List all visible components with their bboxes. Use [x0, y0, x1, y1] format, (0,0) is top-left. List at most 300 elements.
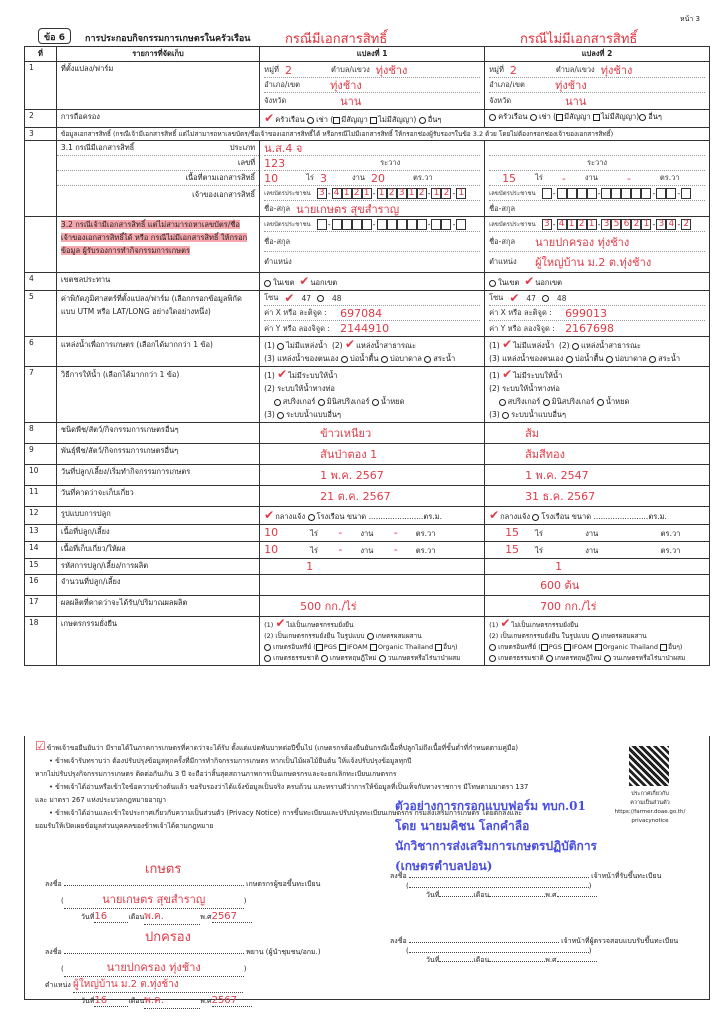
check-icon[interactable]: ✔: [345, 337, 356, 351]
rawang-label: ระวาง: [586, 158, 608, 167]
new-theory-label: เกษตรทฤษฎีใหม่: [554, 654, 602, 662]
row-item: รหัสการปลูก/เลี้ยง/การผลิต: [56, 559, 259, 575]
other-label: อื่นๆ: [427, 115, 442, 124]
other-label: อื่นๆ): [668, 643, 683, 651]
officer-name-field[interactable]: [409, 887, 589, 888]
radio-other-system[interactable]: [502, 412, 509, 419]
plot2-coords: [485, 291, 710, 337]
plot2-location: [485, 62, 710, 110]
check-icon[interactable]: ✔: [277, 367, 288, 381]
wa-label: ตร.วา: [415, 529, 436, 538]
name-label: ชื่อ-สกุล: [489, 203, 516, 213]
zone-47-label: 47: [301, 293, 311, 303]
wa-label: ตร.วา: [660, 546, 681, 555]
plot1-planting-style: [260, 507, 485, 525]
id-label: เลขบัตรประชาชน: [489, 190, 536, 197]
organic-thailand-label: Organic Thailand: [377, 643, 434, 651]
plot2-tenure: [485, 110, 710, 128]
zone-48-label: 48: [332, 293, 342, 303]
w1-num: (1): [489, 341, 500, 350]
plot1-rai-field[interactable]: 10: [264, 171, 279, 185]
page-number: หน้า 3: [680, 15, 701, 23]
plot1-x-field[interactable]: 697084: [340, 306, 383, 320]
decl-line: ข้าพเจ้าขอยืนยันว่า มีรายได้ในภาคการเกษตรที่คาดว่าจะได้รับ ตั้งแต่แปดพันบาทต่อปีขึ้นไป (เกษตรกรต้องยืนยันกรณีเนื้อที่ปลูกไม่ถึงเนื้อที่ขั้นต่ำที่กำหนดตามคู่มือ): [46, 744, 519, 752]
farmer-month-field[interactable]: พ.ค.: [144, 909, 200, 925]
mini-sprinkler-label: มินิสปริงเกอร์: [551, 397, 595, 406]
case-right-label: กรณีไม่มีเอกสารสิทธิ์: [520, 32, 638, 47]
officer-year-field[interactable]: [557, 896, 597, 897]
plot2-harvest-date-field[interactable]: 31 ธ.ค. 2567: [525, 490, 596, 503]
qr-caption: ประกาศเกี่ยวกับ ความเป็นส่วนตัว https://farmer.doae.go.th/ privacynotice: [614, 791, 686, 824]
pgs-label: PGS: [548, 643, 562, 651]
w3-label: (3) แหล่งน้ำของตนเอง: [489, 354, 564, 363]
open-field-label: กลางแจ้ง: [500, 512, 531, 521]
radio-natural[interactable]: [264, 655, 271, 662]
row-item: 3.1 กรณีมีเอกสารสิทธิ์: [60, 143, 135, 152]
row-item: ที่ตั้งแปลง/ฟาร์ม: [56, 62, 259, 110]
farmer-signature-block: เกษตร ลงชื่อ เกษตรกรผู้ขอขึ้นทะเบียน ( นายเกษตร สุขสำราญ ) วันที่16 เดือนพ.ค. พ.ศ2567: [45, 858, 320, 925]
integrated-label: เกษตรผสมผสาน: [600, 632, 647, 640]
check-icon[interactable]: ✔: [299, 274, 310, 288]
s2-label: (2) เป็นเกษตรกรรมยั่งยืน ในรูปแบบ: [264, 632, 365, 640]
rai-label: ไร่: [535, 529, 543, 538]
natural-label: เกษตรธรรมชาติ: [498, 654, 544, 662]
wa-label: ตร.วา: [660, 529, 681, 538]
table-row: [25, 291, 710, 337]
row-item: ชนิดพืช/สัตว์/กิจกรรมการเกษตรอื่นๆ: [56, 423, 259, 444]
radio-sprinkler[interactable]: [499, 399, 506, 406]
plot2-planting-style: [485, 507, 710, 525]
plot1-plant-ngan-field[interactable]: -: [338, 526, 343, 539]
row-item: วันที่ปลูก/เลี้ยง/เริ่มทำกิจกรรมการเกษตร: [56, 465, 259, 486]
radio-integrated[interactable]: [367, 633, 374, 640]
table-row: [25, 444, 710, 465]
qr-code-icon[interactable]: [629, 746, 669, 786]
radio-mini-sprinkler[interactable]: [543, 399, 550, 406]
pgs-label: PGS: [323, 643, 337, 651]
check-icon[interactable]: ✔: [489, 508, 500, 522]
i1-num: (1): [489, 371, 500, 380]
decl-line: ยอมรับให้เปิดเผยข้อมูลส่วนบุคคลของข้าพเจ้าได้ตามกฎหมาย: [35, 822, 214, 830]
officer-signature-field[interactable]: [409, 877, 589, 878]
plot1-certifier-id-field[interactable]: - - - -: [317, 219, 467, 230]
radio-other[interactable]: [639, 114, 646, 121]
table-header-row: [25, 47, 710, 62]
table-row: [25, 62, 710, 110]
name-label: ชื่อ-สกุล: [264, 203, 291, 213]
radio-new-theory[interactable]: [321, 655, 328, 662]
radio-greenhouse[interactable]: [308, 514, 315, 521]
w3c-label: สระน้ำ: [433, 354, 456, 363]
row-no: 1: [25, 62, 57, 110]
plot1-doc: [260, 141, 485, 217]
s1-label: ไม่เป็นเกษตรกรรมยั่งยืน: [286, 621, 354, 629]
row-no: 5: [25, 291, 57, 337]
plot2-amphoe-field[interactable]: ทุ่งช้าง: [555, 79, 587, 92]
inspector-day-field[interactable]: [439, 961, 473, 962]
other-label: อื่นๆ: [648, 112, 662, 121]
plot1-variety-field[interactable]: สันป่าตอง 1: [320, 448, 378, 461]
col-plot1: แปลงที่ 1: [260, 47, 485, 62]
check-icon[interactable]: ✔: [264, 111, 275, 125]
y-label: ค่า Y หรือ ลองจิจูด :: [264, 323, 330, 333]
row-no: 7: [25, 367, 57, 423]
plot2-certifier-id-field[interactable]: 3 - 4 1 2 1 - 3 5 6 2 1 - 3 4 - 2: [542, 219, 692, 230]
w3a-label: บ่อน้ำตื้น: [349, 354, 379, 363]
no-contract-label: ไม่มีสัญญา): [601, 112, 640, 121]
plot1-irrigation-method: [260, 367, 485, 423]
plot2-irrigation-method: [485, 367, 710, 423]
ngan-label: งาน: [360, 546, 374, 555]
checkbox-pgs[interactable]: [316, 644, 323, 651]
plot1-harvest-date-field[interactable]: 21 ต.ค. 2567: [320, 490, 391, 503]
plot1-harvest-ngan-field[interactable]: -: [338, 543, 343, 556]
plot1-owner-name-field[interactable]: นายเกษตร สุขสำราญ: [296, 202, 400, 216]
area-label: เนื้อที่ตามเอกสารสิทธิ์: [185, 173, 256, 182]
row-item: วิธีการให้น้ำ (เลือกได้มากกว่า 1 ข้อ): [56, 367, 259, 423]
tambon-label: ตำบล/แขวง: [555, 65, 595, 74]
plot1-location: [260, 62, 485, 110]
inspector-name-field[interactable]: [409, 952, 589, 953]
plot1-yield-field[interactable]: 500 กก./ไร่: [300, 600, 357, 613]
radio-zone-48[interactable]: [542, 295, 549, 302]
row-no: 9: [25, 444, 57, 465]
plot2-y-field[interactable]: 2167698: [565, 322, 615, 335]
checkbox-ifoam[interactable]: [564, 644, 571, 651]
plot2-certifier-position-field[interactable]: ผู้ใหญ่บ้าน ม.2 ต.ทุ่งช้าง: [535, 256, 652, 269]
plot2-wa-field[interactable]: -: [626, 171, 631, 185]
w3b-label: บ่อบาดาล: [389, 354, 422, 363]
natural-label: เกษตรธรรมชาติ: [273, 654, 319, 662]
zone-label: โซน: [489, 293, 504, 302]
plot2-x-field[interactable]: 699013: [565, 306, 608, 320]
col-no: ที่: [25, 47, 57, 62]
integrated-label: เกษตรผสมผสาน: [375, 632, 422, 640]
plot1-doc-type-field[interactable]: น.ส.4 จ: [264, 142, 303, 155]
checkbox-has-contract[interactable]: [556, 114, 563, 121]
checkbox-other[interactable]: [660, 644, 667, 651]
plot2-code-field[interactable]: 1: [555, 560, 563, 573]
agroforestry-label: วนเกษตรหรือไร่นาป่าผสม: [387, 654, 461, 662]
own-label: ครัวเรือน: [498, 112, 528, 121]
i3-label: ระบบน้ำแบบอื่นๆ: [511, 410, 567, 419]
checkbox-other[interactable]: [435, 644, 442, 651]
table-row: [25, 423, 710, 444]
plot1-wa-field[interactable]: 20: [370, 171, 385, 185]
table-row: [25, 110, 710, 128]
witness-day-field[interactable]: 16: [94, 995, 128, 1007]
plot2-certifier-name-field[interactable]: นายปกครอง ทุ่งช้าง: [535, 235, 630, 249]
declaration-checkbox[interactable]: ☑: [35, 739, 46, 753]
check-icon[interactable]: ✔: [502, 337, 513, 351]
inspector-year-field[interactable]: [557, 961, 597, 962]
type-label: ประเภท: [229, 143, 256, 152]
plot2-ngan-field[interactable]: -: [561, 171, 566, 185]
plot2-rai-field[interactable]: 15: [502, 171, 517, 185]
row-item: แหล่งน้ำเพื่อการเกษตร (เลือกได้มากกว่า 1 ข้อ): [56, 337, 259, 367]
number-label: เลขที่: [237, 158, 256, 167]
table-row: [25, 337, 710, 367]
table-row: [25, 367, 710, 423]
farmer-day-field[interactable]: 16: [94, 911, 128, 923]
plot2-count-field[interactable]: 600 ต้น: [540, 579, 580, 592]
radio-organic[interactable]: [489, 644, 496, 651]
organic-label: เกษตรอินทรีย์ (: [273, 643, 316, 651]
radio-new-theory[interactable]: [546, 655, 553, 662]
plot1-province-field[interactable]: นาน: [340, 94, 362, 108]
check-icon[interactable]: ✔: [509, 291, 520, 305]
witness-year-field[interactable]: 2567: [212, 995, 252, 1007]
radio-natural[interactable]: [489, 655, 496, 662]
checkbox-ifoam[interactable]: [339, 644, 346, 651]
plot1-moo-field[interactable]: 2: [284, 63, 292, 77]
radio-own[interactable]: [489, 114, 496, 121]
row-item: รูปแบบการปลูก: [56, 507, 259, 525]
wa-label: ตร.วา: [415, 546, 436, 555]
rai-label: ไร่: [306, 173, 314, 182]
radio-in-zone[interactable]: [264, 280, 271, 287]
other-label: อื่นๆ): [443, 643, 458, 651]
sprinkler-label: สปริงเกอร์: [282, 397, 316, 406]
table-row: [25, 273, 710, 291]
plot1-plant-wa-field[interactable]: -: [393, 526, 398, 539]
decl-line: หากไม่ปรับปรุงกิจกรรมการเกษตร ติดต่อกันเกิน 3 ปี จะถือว่าสิ้นสุดสถานภาพการเป็นเกษตรกรและจะยกเลิกทะเบียนเกษตรกร: [35, 770, 397, 778]
row-item-3-1: [56, 141, 259, 217]
inspector-month-field[interactable]: [489, 961, 545, 962]
table-row: [25, 542, 710, 559]
rai-label: ไร่: [535, 173, 543, 182]
plot2-sustainable: [485, 617, 710, 666]
plot1-tambon-field[interactable]: ทุ่งช้าง: [375, 64, 408, 77]
id-label: เลขบัตรประชาชน: [264, 221, 311, 228]
w3a-label: บ่อน้ำตื้น: [574, 354, 604, 363]
position-label: ตำแหน่ง: [264, 257, 292, 266]
plot2-tambon-field[interactable]: ทุ่งช้าง: [600, 64, 633, 77]
rent-label: เช่า (: [538, 112, 557, 121]
agroforestry-label: วนเกษตรหรือไร่นาป่าผสม: [612, 654, 686, 662]
decl-line: • ข้าพเจ้ารับทราบว่า ต้องปรับปรุงข้อมูลทุกครั้งที่มีการทำกิจกรรมการเกษตร หากเป็นไม้ผลไม้ยืนต้น ให้แจ้งปรับปรุงข้อมูลทุกปี: [49, 757, 412, 765]
decl-line: • ข้าพเจ้าได้อ่านหรือเข้าใจข้อความข้างต้นแล้ว ขอรับรองว่าได้แจ้งข้อมูลเป็นจริง ครบถ้วน และทราบดีว่าการให้ข้อมูลที่เป็นเท็จกับทางราชการ มีโทษตามมาตรา 137: [49, 783, 529, 791]
plot1-sustainable: [260, 617, 485, 666]
radio-drip[interactable]: [372, 399, 379, 406]
i1-num: (1): [264, 371, 275, 380]
radio-rent[interactable]: [530, 114, 537, 121]
radio-other[interactable]: [419, 117, 426, 124]
rai-label: ไร่: [310, 529, 318, 538]
province-label: จังหวัด: [264, 95, 287, 105]
checkbox-organic-thailand[interactable]: [595, 644, 602, 651]
table-row: [25, 559, 710, 575]
rawang-label: ระวาง: [380, 158, 401, 167]
radio-other-system[interactable]: [277, 412, 284, 419]
wa-label: ตร.วา: [659, 173, 680, 182]
radio-public-water[interactable]: [572, 343, 579, 350]
plot1-plant-date-field[interactable]: 1 พ.ค. 2567: [320, 469, 384, 482]
witness-position-field[interactable]: ผู้ใหญ่บ้าน ม.2 ต.ทุ่งช้าง: [73, 977, 243, 993]
decl-line: และ มาตรา 267 แห่งประมวลกฎหมายอาญา: [35, 796, 167, 804]
row-item: เนื้อที่ปลูก/เลี้ยง: [56, 525, 259, 542]
radio-pond[interactable]: [424, 356, 431, 363]
row-no: 8: [25, 423, 57, 444]
plot1-ngan-field[interactable]: 3: [319, 171, 327, 185]
drip-label: น้ำหยด: [380, 397, 405, 406]
i2-label: (2) ระบบให้น้ำทางท่อ: [264, 384, 335, 393]
radio-artesian[interactable]: [606, 356, 613, 363]
plot2-certifier: [485, 217, 710, 273]
checkbox-has-contract[interactable]: [333, 117, 340, 124]
plot2-moo-field[interactable]: 2: [509, 63, 517, 77]
sprinkler-label: สปริงเกอร์: [507, 397, 541, 406]
farmer-signature[interactable]: เกษตร: [145, 862, 182, 877]
radio-pond[interactable]: [649, 356, 656, 363]
farmer-year-field[interactable]: 2567: [212, 911, 252, 923]
check-icon[interactable]: ✔: [284, 291, 295, 305]
ngan-label: งาน: [585, 529, 599, 538]
greenhouse-size-field[interactable]: .......................ตร.ม.: [368, 512, 443, 521]
id-label: เลขบัตรประชาชน: [264, 190, 311, 197]
example-note: ตัวอย่างการกรอกแบบฟอร์ม ทบก.01 โดย นายมคิชน โลกคำลือ นักวิชาการส่งเสริมการเกษตรปฏิบัติการ (เกษตรตำบลปอน): [395, 799, 598, 873]
row-item: การถือครอง: [56, 110, 259, 128]
radio-shallow-well[interactable]: [566, 356, 573, 363]
own-label: ครัวเรือน: [275, 115, 305, 124]
province-label: จังหวัด: [489, 95, 512, 105]
check-icon[interactable]: ✔: [502, 367, 513, 381]
row-item: ข้อมูลเอกสารสิทธิ์ (กรณีเจ้ามีเอกสารสิทธิ์ แต่ไม่สามารถหาเลขบัตร/ชื่อเจ้าของเอกสารสิทธิ์ได้ หรือกรณีไม่มีเอกสารสิทธิ์ ให้กรอกช่องผู้รับรองฯในข้อ 3.2 ด้วย โดยไม่ต้องกรอกช่องเจ้าของเอกสารสิทธิ์): [56, 128, 709, 141]
plot1-harvest-wa-field[interactable]: -: [393, 543, 398, 556]
moo-label: หมู่ที่: [264, 65, 279, 74]
row-no: 4: [25, 273, 57, 291]
plot2-variety-field[interactable]: ส้มสีทอง: [525, 448, 565, 461]
name-label: ชื่อ-สกุล: [489, 236, 516, 246]
plot2-harvest-rai-field[interactable]: 15: [505, 543, 520, 556]
plot1-code-field[interactable]: 1: [306, 560, 314, 573]
radio-agroforestry[interactable]: [379, 655, 386, 662]
out-zone-label: นอกเขต: [310, 278, 338, 287]
mini-sprinkler-label: มินิสปริงเกอร์: [326, 397, 370, 406]
i1-label: ไม่มีระบบให้น้ำ: [513, 371, 563, 380]
row-no: 17: [25, 596, 57, 617]
table-row: [25, 141, 710, 217]
no-contract-label: ไม่มีสัญญา): [378, 115, 417, 124]
inspector-signature-field[interactable]: [409, 942, 559, 943]
plot1-water-source: [260, 337, 485, 367]
table-row: [25, 617, 710, 666]
checkbox-no-contract[interactable]: [593, 114, 600, 121]
checkbox-no-contract[interactable]: [370, 117, 377, 124]
plot1-doc-no-field[interactable]: 123: [264, 156, 286, 170]
plot2-crop-field[interactable]: ส้ม: [525, 427, 540, 440]
check-icon[interactable]: ✔: [264, 508, 275, 522]
radio-in-zone[interactable]: [489, 280, 496, 287]
activity-table: [24, 46, 710, 666]
plot2-yield-field[interactable]: 700 กก./ไร่: [540, 600, 597, 613]
organic-thailand-label: Organic Thailand: [602, 643, 658, 651]
w2-label: แหล่งน้ำสาธารณะ: [356, 341, 417, 350]
plot2-province-field[interactable]: นาน: [565, 94, 587, 108]
plot2-doc: [485, 141, 710, 217]
radio-zone-48[interactable]: [317, 295, 324, 302]
radio-organic[interactable]: [264, 644, 271, 651]
table-row: [25, 575, 710, 596]
row-no: 14: [25, 542, 57, 559]
radio-agroforestry[interactable]: [604, 655, 611, 662]
row-no: 16: [25, 575, 57, 596]
plot2-water-source: [485, 337, 710, 367]
witness-name-field[interactable]: นายปกครอง ทุ่งช้าง: [64, 958, 244, 977]
checkbox-organic-thailand[interactable]: [370, 644, 377, 651]
has-contract-label: มีสัญญา: [564, 112, 591, 121]
plot1-certifier: [260, 217, 485, 273]
farmer-name-field[interactable]: นายเกษตร สุขสำราญ: [64, 890, 244, 909]
plot1-harvest-rai-field[interactable]: 10: [264, 543, 279, 556]
row-item: จำนวนที่ปลูก/เลี้ยง: [56, 575, 259, 596]
witness-signature[interactable]: ปกครอง: [145, 930, 191, 945]
plot1-plant-rai-field[interactable]: 10: [264, 526, 279, 539]
check-icon[interactable]: ✔: [500, 616, 511, 630]
officer-month-field[interactable]: [489, 896, 545, 897]
plot2-plant-rai-field[interactable]: 15: [505, 526, 520, 539]
plot2-plant-date-field[interactable]: 1 พ.ค. 2547: [525, 469, 589, 482]
row-no: 10: [25, 465, 57, 486]
radio-rent[interactable]: [307, 117, 314, 124]
zone-47-label: 47: [526, 293, 536, 303]
rai-label: ไร่: [310, 546, 318, 555]
table-row: [25, 217, 710, 273]
plot1-owner-id-field[interactable]: 3 - 4 1 2 1 - 1 2 3 1 2 - 1 2 - 1: [317, 188, 467, 199]
check-icon[interactable]: ✔: [275, 616, 286, 630]
greenhouse-size-field[interactable]: .......................ตร.ม.: [593, 512, 667, 521]
plot1-amphoe-field[interactable]: ทุ่งช้าง: [330, 79, 362, 92]
radio-no-water[interactable]: [277, 343, 284, 350]
radio-mini-sprinkler[interactable]: [318, 399, 325, 406]
i1-label: ไม่มีระบบให้น้ำ: [288, 371, 338, 380]
ngan-label: งาน: [585, 546, 599, 555]
col-item: รายการที่จัดเก็บ: [56, 47, 259, 62]
witness-month-field[interactable]: พ.ค.: [144, 993, 200, 1009]
radio-drip[interactable]: [597, 399, 604, 406]
radio-greenhouse[interactable]: [532, 514, 539, 521]
officer-day-field[interactable]: [439, 896, 473, 897]
row-item: เกษตรกรรมยั่งยืน: [56, 617, 259, 666]
ifoam-label: IFOAM: [347, 643, 368, 651]
radio-sprinkler[interactable]: [274, 399, 281, 406]
tambon-label: ตำบล/แขวง: [330, 65, 370, 74]
plot1-crop-field[interactable]: ข้าวเหนียว: [320, 427, 372, 440]
checkbox-pgs[interactable]: [541, 644, 548, 651]
new-theory-label: เกษตรทฤษฎีใหม่: [329, 654, 377, 662]
plot1-coords: [260, 291, 485, 337]
row-no: 18: [25, 617, 57, 666]
radio-shallow-well[interactable]: [341, 356, 348, 363]
greenhouse-label: โรงเรือน ขนาด: [541, 512, 592, 521]
plot2-owner-id-field[interactable]: - - - -: [542, 188, 692, 199]
table-row: [25, 525, 710, 542]
check-icon[interactable]: ✔: [524, 274, 535, 288]
row-no: [25, 217, 57, 273]
table-row: [25, 465, 710, 486]
section-label: ข้อ 6: [38, 28, 71, 44]
radio-integrated[interactable]: [592, 633, 599, 640]
out-zone-label: นอกเขต: [535, 278, 562, 287]
x-label: ค่า X หรือ ละติจูด :: [264, 308, 327, 317]
row-item: 3.2 กรณีเจ้ามีเอกสารสิทธิ์ แต่ไม่สามารถหาเลขบัตร/ชื่อเจ้าของเอกสารสิทธิ์ได้ หรือ กรณีไม่มีเอกสารสิทธิ์ ให้กรอกข้อมูล ผู้รับรองการทำกิจกรรมการเกษตร: [60, 220, 248, 255]
row-no: 11: [25, 486, 57, 507]
in-zone-label: ในเขต: [498, 278, 520, 287]
wa-label: ตร.วา: [412, 173, 433, 182]
plot1-y-field[interactable]: 2144910: [340, 322, 390, 335]
radio-artesian[interactable]: [381, 356, 388, 363]
drip-label: น้ำหยด: [605, 397, 630, 406]
